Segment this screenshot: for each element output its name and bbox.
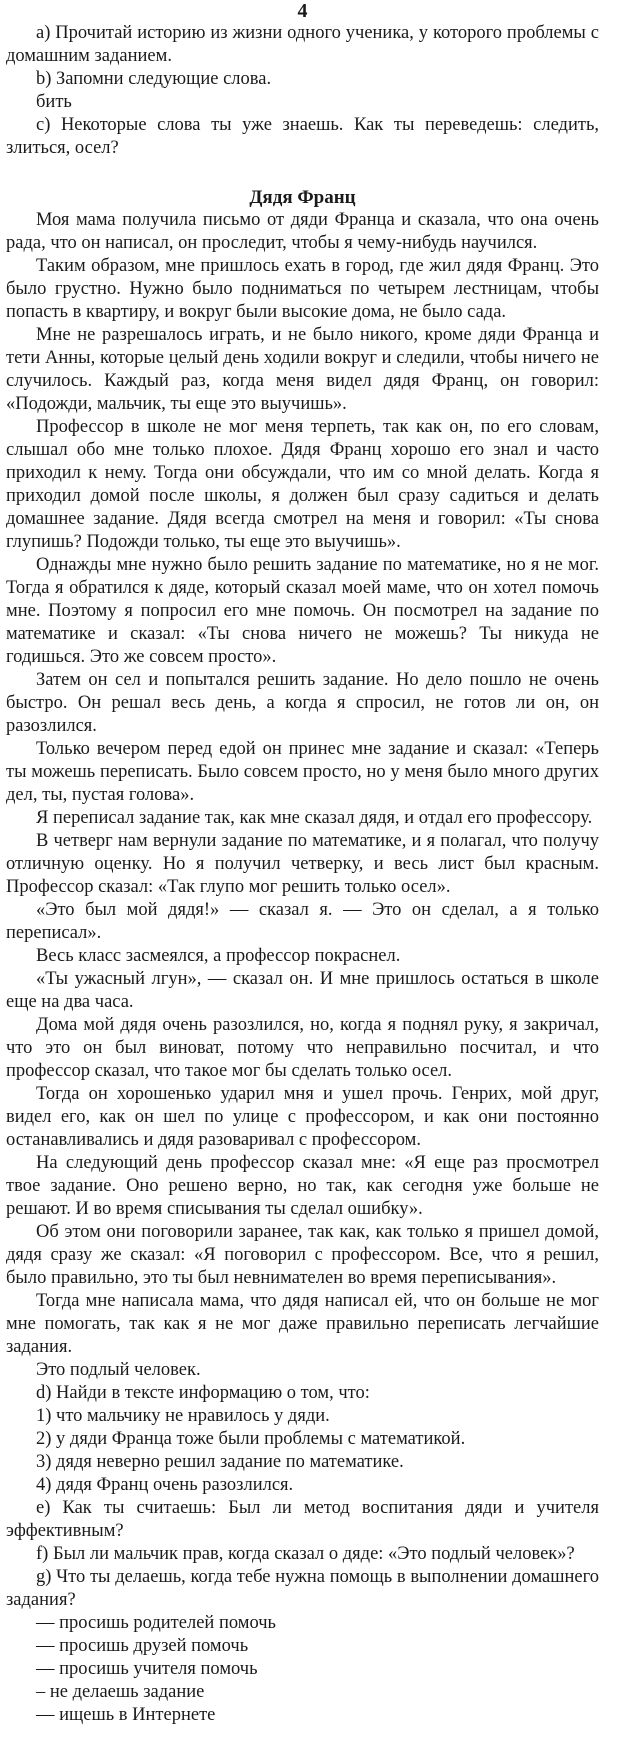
task-g-option: — просишь друзей помочь [36,1636,249,1656]
story-paragraph: Таким образом, мне пришлось ехать в город, где жил дядя Франц. Это было грустно. Нужно было подниматься по четырем лестницам, чтобы попасть в квартиру, и вокруг были высокие дома, не было сада. [6,256,599,322]
story-paragraph: Дома мой дядя очень разозлился, но, когда я поднял руку, я закричал, что это он был виноват, потому что неправильно посчитал, и что профессор сказал, что такое мог бы сделать только осел. [6,1015,599,1081]
story-paragraph: Тогда он хорошенько ударил мня и ушел прочь. Генрих, мой друг, видел его, как он шел по улице с профессором, и как они постоянно останавливались и дядя разоваривал с профессором. [6,1084,599,1150]
task-d: d) Найди в тексте информацию о том, что: [36,1383,370,1403]
task-e: e) Как ты считаешь: Был ли метод воспитания дяди и учителя эффективным? [6,1498,599,1541]
task-d-item: 2) у дяди Франца тоже были проблемы с математикой. [36,1429,466,1449]
story-paragraph: На следующий день профессор сказал мне: «Я еще раз просмотрел твое задание. Оно решено верно, но так, как сегодня уже больше не решают. И во время списывания ты сделал ошибку». [6,1153,599,1219]
story-paragraph: Мне не разрешалось играть, и не было никого, кроме дяди Франца и тети Анны, которые целый день ходили вокруг и следили, чтобы ничего не случилось. Каждый раз, когда меня видел дядя Франц, он говорил: «Подожди, мальчик, ты еще это выучишь». [6,325,599,414]
story-paragraph: Об этом они поговорили заранее, так как, как только я пришел домой, дядя сразу же сказал: «Я поговорил с профессором. Все, что я решил, было правильно, это ты был невнимателен во время переписывания». [6,1222,599,1288]
story-paragraph: Однажды мне нужно было решить задание по математике, но я не мог. Тогда я обратился к дяде, который сказал моей маме, что он хотел помочь мне. Поэтому я попросил его мне помочь. Он посмотрел на задание по математике и сказал: «Ты снова ничего не можешь? Ты никуда не годишься. Это же совсем просто». [6,555,599,667]
task-g-option: — просишь учителя помочь [36,1659,258,1679]
story-paragraph: Тогда мне написала мама, что дядя написал ей, что он больше не мог мне помогать, так как я не мог даже правильно переписать легчайшие задания. [6,1291,599,1357]
task-d-block [6,1382,599,1497]
story-paragraph: Затем он сел и попытался решить задание. Но дело пошло не очень быстро. Он решал весь день, а когда я спросил, не готов ли он, он разозлился. [6,670,599,736]
task-d-item: 4) дядя Франц очень разозлился. [36,1475,294,1495]
task-g-option: – не делаешь задание [36,1682,205,1702]
task-c: c) Некоторые слова ты уже знаешь. Как ты переведешь: следить, злиться, осел? [6,115,599,158]
task-b: b) Запомни следующие слова. [36,69,272,89]
task-g: g) Что ты делаешь, когда тебе нужна помощь в выполнении домашнего задания? [6,1567,599,1610]
task-d-item: 3) дядя неверно решил задание по математике. [36,1452,404,1472]
story-paragraph: Это подлый человек. [36,1360,201,1380]
story-paragraph: Моя мама получила письмо от дяди Франца и сказала, что она очень рада, что он написал, он проследит, чтобы я чему-нибудь научился. [6,210,599,253]
task-f: f) Был ли мальчик прав, когда сказал о дяде: «Это подлый человек»? [36,1544,575,1564]
task-a: a) Прочитай историю из жизни одного ученика, у которого проблемы с домашним заданием. [6,23,599,66]
task-d-item: 1) что мальчику не нравилось у дяди. [36,1406,330,1426]
story-paragraph: Весь класс засмеялся, а профессор покраснел. [36,946,401,966]
story-paragraph: Профессор в школе не мог меня терпеть, так как он, по его словам, слышал обо мне только плохое. Дядя Франц хорошо его знал и часто приходил к нему. Тогда они обсуждали, что им со мной делать. Когда я приходил домой после школы, я должен был сразу садиться и делать домашнее задание. Дядя всегда смотрел на меня и говорил: «Ты снова глупишь? Подожди только, ты еще это выучишь». [6,417,599,552]
story-body [6,209,599,1382]
story-paragraph: Только вечером перед едой он принес мне задание и сказал: «Теперь ты можешь переписать. Было совсем просто, но у меня было много других дел, ты, пустая голова». [6,739,599,805]
story-paragraph: Я переписал задание так, как мне сказал дядя, и отдал его профессору. [36,808,593,828]
page-number: 4 [297,0,308,22]
task-b-word: бить [36,92,72,112]
task-g-option: — ищешь в Интернете [36,1705,216,1725]
story-title: Дядя Франц [249,187,356,208]
story-paragraph: В четверг нам вернули задание по математике, и я полагал, что получу отличную оценку. Но я получил четверку, и весь лист был красным. Профессор сказал: «Так глупо мог решить только осел». [6,831,599,897]
task-g-options [6,1612,599,1727]
task-g-option: — просишь родителей помочь [36,1613,276,1633]
story-paragraph: «Это был мой дядя!» — сказал я. — Это он сделал, а я только переписал». [6,900,599,943]
story-paragraph: «Ты ужасный лгун», — сказал он. И мне пришлось остаться в школе еще на два часа. [6,969,599,1012]
